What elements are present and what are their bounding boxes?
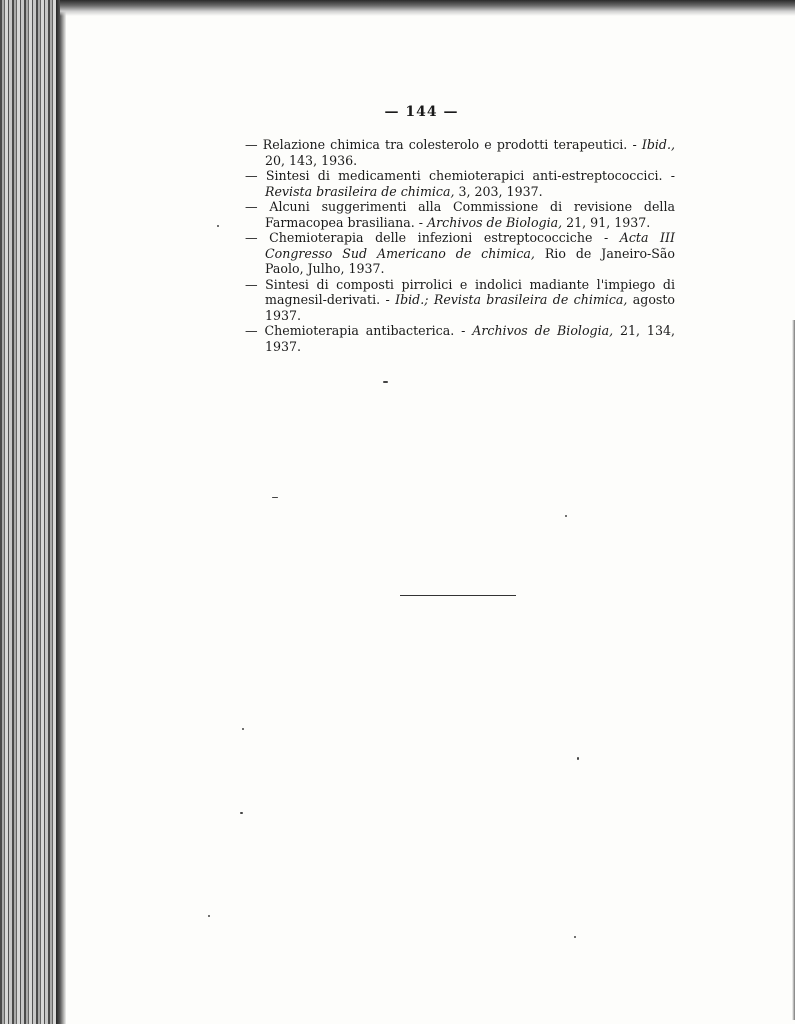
- scan-speck: [242, 728, 244, 730]
- entry-dash: —: [245, 230, 258, 245]
- entry-dash: —: [245, 168, 258, 183]
- entry-source: Ibid.,: [641, 137, 675, 152]
- entry-citation: 20, 143, 1936.: [265, 152, 358, 168]
- entry-title: Chemioterapia delle infezioni estreptococciche -: [269, 230, 620, 245]
- bibliography-entry: [245, 199, 675, 230]
- scan-speck: [574, 936, 576, 938]
- bibliography-entry: [245, 168, 675, 199]
- bibliography-entry: [245, 137, 675, 168]
- entry-citation: 3, 203, 1937.: [454, 183, 543, 199]
- scan-speck: [577, 757, 579, 760]
- entry-source: Ibid.; Revista brasileira de chimica,: [395, 292, 628, 307]
- bibliography-entry: [245, 230, 675, 277]
- scan-speck: [217, 225, 219, 227]
- top-page-edge: [60, 0, 795, 16]
- scan-speck: [383, 381, 388, 383]
- scan-speck: [272, 497, 278, 498]
- scan-speck: [565, 515, 567, 517]
- entry-title: Chemioterapia antibacterica. -: [264, 323, 473, 338]
- bibliography-list: [245, 137, 675, 354]
- entry-source: Acta III Congresso Sud Americano de chimica,: [265, 230, 675, 261]
- entry-source: Archivos de Biologia,: [427, 214, 563, 230]
- entry-citation: Rio de Janeiro-São Paolo, Julho, 1937.: [265, 245, 676, 276]
- bibliography-entry: [245, 323, 675, 354]
- entry-dash: —: [245, 323, 258, 338]
- entry-title: Sintesi di medicamenti chemioterapici anti-estreptococcici. -: [265, 168, 675, 183]
- binding-shadow: [56, 0, 66, 1024]
- entry-title: Alcuni suggerimenti alla Commissione di revisione della Farmacopea brasiliana. -: [265, 199, 675, 230]
- separator-rule: [400, 595, 516, 596]
- entry-title: Relazione chimica tra colesterolo e prodotti terapeutici. -: [262, 137, 642, 152]
- scan-speck: [208, 915, 210, 917]
- entry-dash: —: [245, 137, 258, 152]
- scan-speck: [240, 812, 243, 814]
- bibliography-entry: [245, 277, 675, 324]
- entry-dash: —: [245, 199, 258, 214]
- entry-citation: agosto 1937.: [265, 292, 676, 323]
- entry-citation: 21, 91, 1937.: [562, 214, 651, 230]
- entry-source: Archivos de Biologia,: [472, 323, 614, 338]
- entry-dash: —: [245, 276, 258, 292]
- page-number: — 144 —: [384, 104, 459, 120]
- entry-citation: 21, 134, 1937.: [265, 323, 675, 354]
- entry-source: Revista brasileira de chimica,: [265, 183, 455, 199]
- entry-title: Sintesi di composti pirrolici e indolici madiante l'impiego di magnesil-derivati. -: [265, 276, 675, 307]
